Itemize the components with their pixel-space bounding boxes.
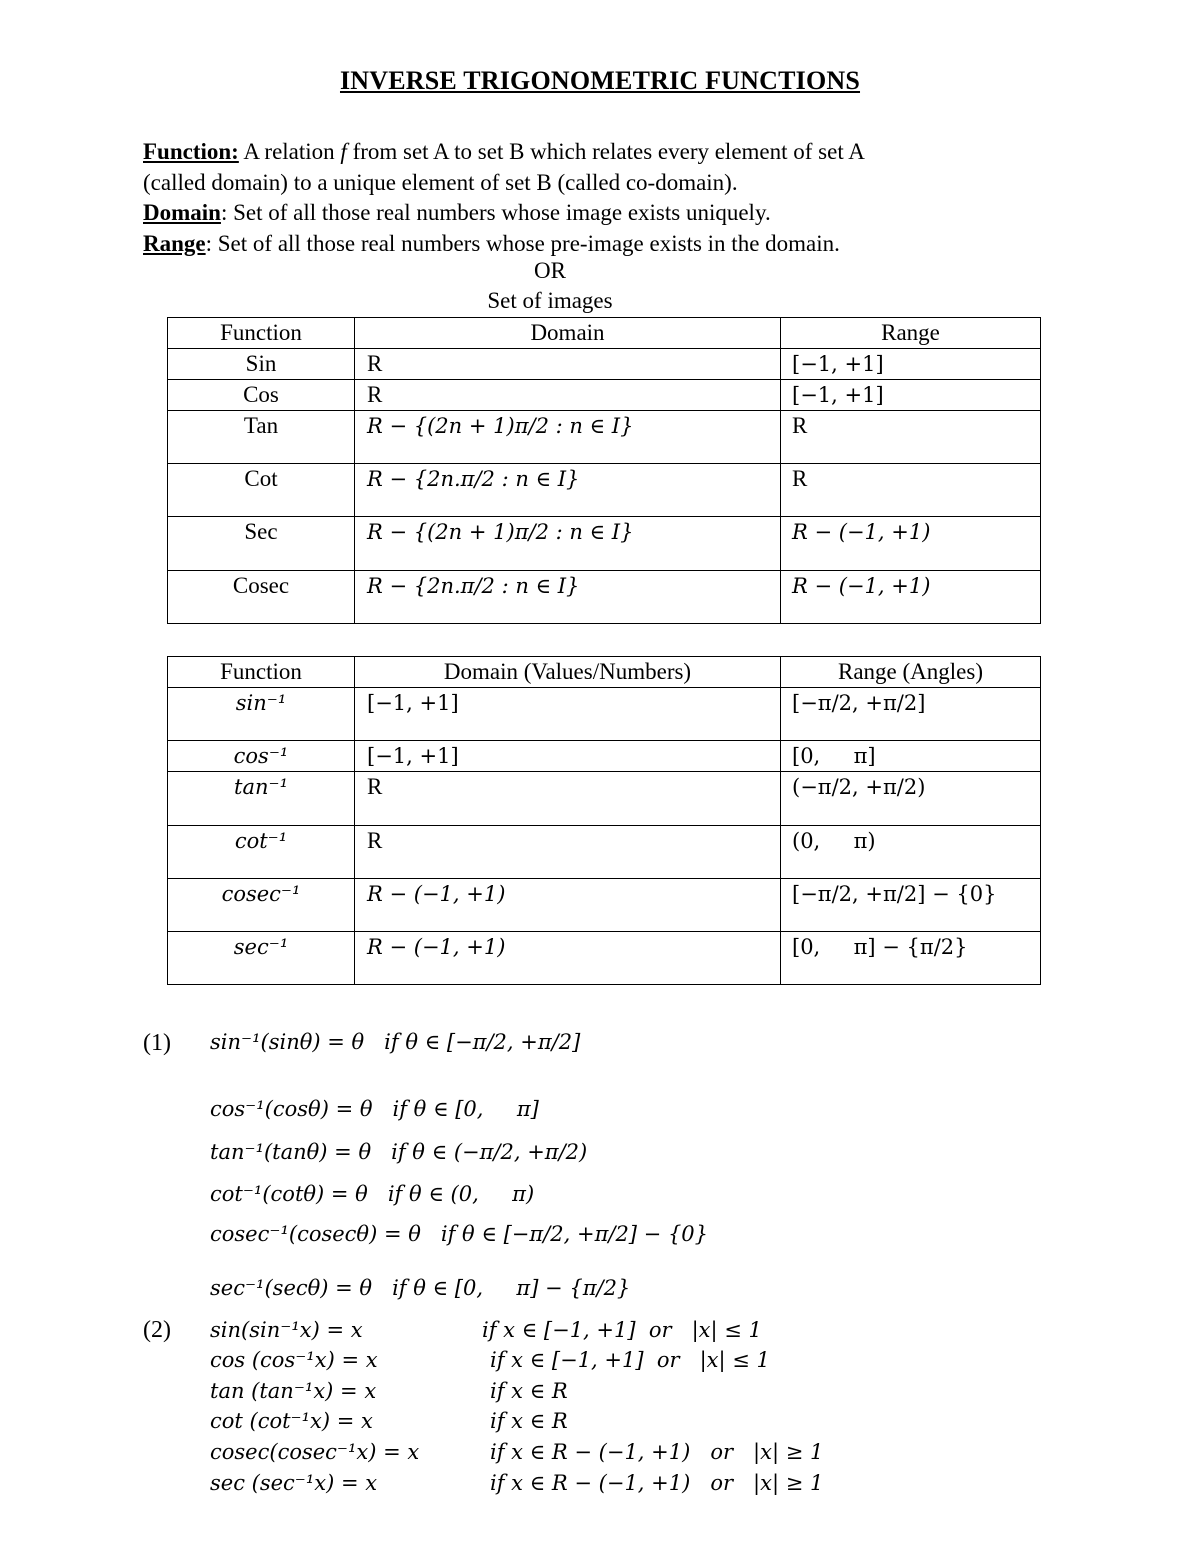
table-row: Sin R [−1, +1] xyxy=(168,349,1041,380)
identity-line: cot⁻¹(cotθ) = θ if θ ∈ (0, π) xyxy=(210,1182,535,1206)
header-range-angles: Range (Angles) xyxy=(781,657,1041,688)
identity-line: sec⁻¹(secθ) = θ if θ ∈ [0, π] − {π/2} xyxy=(210,1276,631,1300)
function-definition-line-2: (called domain) to a unique element of set B (called co-domain). xyxy=(143,169,738,195)
range-definition: Range: Set of all those real numbers whose pre-image exists in the domain. xyxy=(143,230,840,256)
range-term: Range xyxy=(143,230,206,256)
inverse-function-table xyxy=(167,656,1041,985)
identity-line: tan⁻¹(tanθ) = θ if θ ∈ (−π/2, +π/2) xyxy=(210,1140,588,1164)
table-row: Cot R − {2n.π/2 : n ∈ I} R xyxy=(168,464,1041,517)
table-header-row xyxy=(168,318,1041,349)
identity-condition: if x ∈ R − (−1, +1) or |x| ≥ 1 xyxy=(490,1440,824,1464)
identity-condition: if x ∈ R xyxy=(490,1409,568,1433)
table-row: cos⁻¹ [−1, +1] [0, π] xyxy=(168,741,1041,772)
header-function: Function xyxy=(168,318,355,349)
header-domain: Domain xyxy=(355,318,781,349)
identity-lhs: tan (tan⁻¹x) = x xyxy=(210,1379,377,1403)
header-domain-values: Domain (Values/Numbers) xyxy=(355,657,781,688)
domain-term: Domain xyxy=(143,200,221,225)
table-row: sec⁻¹ R − (−1, +1) [0, π] − {π/2} xyxy=(168,932,1041,985)
or-separator: OR xyxy=(534,258,566,283)
identity-line: cosec⁻¹(cosecθ) = θ if θ ∈ [−π/2, +π/2] − {0} xyxy=(210,1222,709,1246)
identity-lhs: cot (cot⁻¹x) = x xyxy=(210,1409,373,1433)
table-row: Cosec R − {2n.π/2 : n ∈ I} R − (−1, +1) xyxy=(168,571,1041,624)
table-row: Tan R − {(2n + 1)π/2 : n ∈ I} R xyxy=(168,411,1041,464)
identity-lhs: cos (cos⁻¹x) = x xyxy=(210,1348,378,1372)
table-header-row xyxy=(168,657,1041,688)
identity-condition: if x ∈ [−1, +1] or |x| ≤ 1 xyxy=(482,1318,762,1342)
table-row: Sec R − {(2n + 1)π/2 : n ∈ I} R − (−1, +1) xyxy=(168,517,1041,571)
function-term: Function: xyxy=(143,139,239,164)
identity-lhs: sec (sec⁻¹x) = x xyxy=(210,1471,378,1495)
identity-group-2-label: (2) xyxy=(143,1317,171,1343)
table-row: cosec⁻¹ R − (−1, +1) [−π/2, +π/2] − {0} xyxy=(168,879,1041,932)
function-domain-range-table xyxy=(167,317,1041,624)
table-row: Cos R [−1, +1] xyxy=(168,380,1041,411)
identity-condition: if x ∈ [−1, +1] or |x| ≤ 1 xyxy=(490,1348,770,1372)
identity-lhs: cosec(cosec⁻¹x) = x xyxy=(210,1440,420,1464)
table-row: tan⁻¹ R (−π/2, +π/2) xyxy=(168,772,1041,826)
identity-group-1-label: (1) xyxy=(143,1030,171,1056)
domain-definition: Domain: Set of all those real numbers whose image exists uniquely. xyxy=(143,200,771,225)
table-row: sin⁻¹ [−1, +1] [−π/2, +π/2] xyxy=(168,688,1041,741)
set-of-images: Set of images xyxy=(487,288,613,313)
definitions xyxy=(143,137,1043,259)
header-range: Range xyxy=(781,318,1041,349)
identity-line: sin⁻¹(sinθ) = θ if θ ∈ [−π/2, +π/2] xyxy=(210,1030,581,1054)
header-function: Function xyxy=(168,657,355,688)
identity-condition: if x ∈ R − (−1, +1) or |x| ≥ 1 xyxy=(490,1471,824,1495)
function-definition-line-1: Function: A relation f from set A to set B which relates every element of set A xyxy=(143,139,865,164)
identity-line: cos⁻¹(cosθ) = θ if θ ∈ [0, π] xyxy=(210,1097,539,1121)
identity-lhs: sin(sin⁻¹x) = x xyxy=(210,1318,363,1342)
table-row: cot⁻¹ R (0, π) xyxy=(168,826,1041,879)
identity-condition: if x ∈ R xyxy=(490,1379,568,1403)
page-title: INVERSE TRIGONOMETRIC FUNCTIONS xyxy=(339,66,861,95)
